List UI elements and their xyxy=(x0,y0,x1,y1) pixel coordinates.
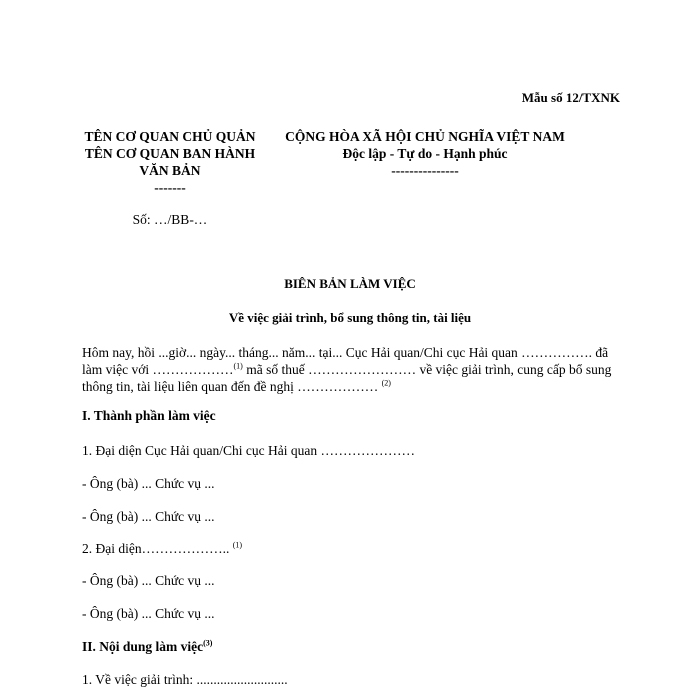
person-a1: - Ông (bà) ... Chức vụ ... xyxy=(82,476,215,491)
form-code: Mẫu số 12/TXNK xyxy=(521,90,620,105)
person-b1: - Ông (bà) ... Chức vụ ... xyxy=(82,573,215,588)
section-1-heading: I. Thành phần làm việc xyxy=(82,408,216,423)
footnote-ref-item2: (1) xyxy=(232,540,243,550)
section-2-heading-text: II. Nội dung làm việc xyxy=(82,639,204,654)
footnote-ref-1: (1) xyxy=(233,361,243,371)
intro-paragraph xyxy=(82,344,622,395)
document-number: Số: …/BB-… xyxy=(132,212,208,227)
intro-text-1: Hôm nay, hồi ...giờ... ngày... tháng... năm... tại... Cục Hải quan/Chi cục Hải quan ……………. đã làm việc với ……………… xyxy=(82,345,609,377)
person-a2: - Ông (bà) ... Chức vụ ... xyxy=(82,509,215,524)
issuer-org: TÊN CƠ QUAN BAN HÀNH VĂN BẢN xyxy=(84,146,256,178)
document-subtitle: Về việc giải trình, bổ sung thông tin, tài liệu xyxy=(228,310,472,325)
left-header xyxy=(70,128,270,196)
document-title: BIÊN BẢN LÀM VIỆC xyxy=(284,276,416,291)
footnote-ref-2: (2) xyxy=(381,378,391,388)
right-header xyxy=(270,128,580,179)
right-divider: --------------- xyxy=(391,163,459,178)
footnote-ref-3: (3) xyxy=(203,638,213,648)
section-1-item-1: 1. Đại diện Cục Hải quan/Chi cục Hải quan ………………… xyxy=(82,443,415,458)
parent-org: TÊN CƠ QUAN CHỦ QUẢN xyxy=(84,129,256,144)
left-divider: ------- xyxy=(154,180,186,195)
intro-text-2: mã số thuế …………………… về việc giải trình, cung cấp bổ sung thông tin, tài liệu liên quan đến đề nghị ……………… xyxy=(82,362,612,394)
nation-title: CỘNG HÒA XÃ HỘI CHỦ NGHĨA VIỆT NAM xyxy=(285,129,565,144)
item-2-text: 2. Đại diện……………….. xyxy=(82,541,233,556)
person-b2: - Ông (bà) ... Chức vụ ... xyxy=(82,606,215,621)
section-2-item-1: 1. Về việc giải trình: ........................... xyxy=(82,672,288,687)
motto: Độc lập - Tự do - Hạnh phúc xyxy=(342,146,508,161)
section-2-heading xyxy=(82,639,212,655)
section-1-item-2 xyxy=(82,541,242,557)
